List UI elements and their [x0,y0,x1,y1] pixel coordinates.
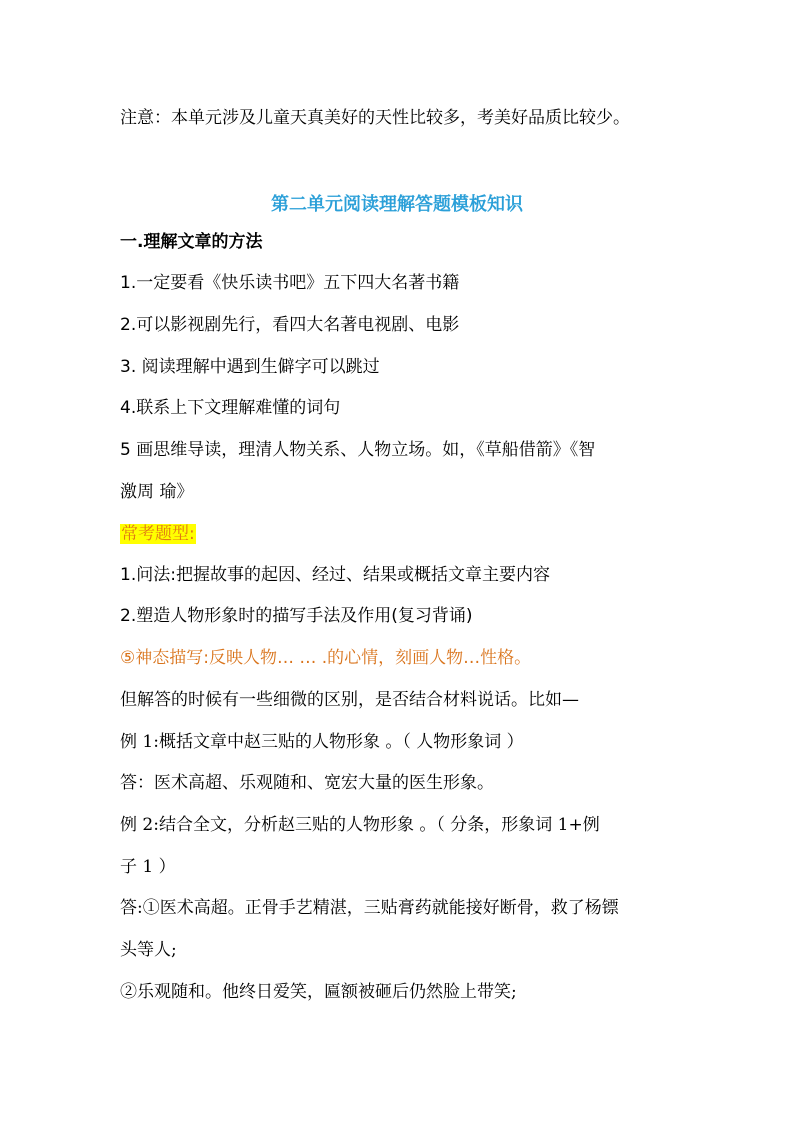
common-types-label [120,523,196,545]
intro-line: 但解答的时候有一些细微的区别，是否结合材料说话。比如— [120,690,579,710]
common-type-1: 1.问法:把握故事的起因、经过、结果或概括文章主要内容 [120,565,550,585]
method-item-5: 5 画思维导读，理清人物关系、人物立场。如，《草船借箭》《智 [120,440,596,460]
method-item-3: 3. 阅读理解中遇到生僻字可以跳过 [120,357,380,377]
method-item-2: 2.可以影视剧先行，看四大名著电视剧、电影 [120,315,460,335]
section-title: 第二单元阅读理解答题模板知识 [271,194,523,215]
description-method-line: ⑤神态描写:反映人物… … .的心情，刻画人物…性格。 [120,648,532,668]
note-line: 注意：本单元涉及儿童天真美好的天性比较多，考美好品质比较少。 [120,108,630,128]
method-heading: 一.理解文章的方法 [120,232,263,252]
method-item-5-cont: 激周 瑜》 [120,482,194,502]
highlighted-label: 常考题型: [121,524,195,544]
common-type-2: 2.塑造人物形象时的描写手法及作用(复习背诵) [120,606,473,626]
answer-line-2-cont: 头等人; [120,940,177,960]
answer-line-3: ②乐观随和。他终日爱笑，匾额被砸后仍然脸上带笑; [120,982,517,1002]
example-line-2: 例 2:结合全文，分析赵三贴的人物形象 。（ 分条，形象词 1+例 [120,815,600,835]
method-item-4: 4.联系上下文理解难懂的词句 [120,398,341,418]
answer-line-1: 答：医术高超、乐观随和、宽宏大量的医生形象。 [120,773,494,793]
example-line-1: 例 1:概括文章中赵三贴的人物形象 。（ 人物形象词 ） [120,732,524,752]
answer-line-2: 答:①医术高超。正骨手艺精湛，三贴膏药就能接好断骨，救了杨镖 [120,898,619,918]
method-item-1: 1.一定要看《快乐读书吧》五下四大名著书籍 [120,273,460,293]
example-line-2-cont: 子 1 ） [120,857,176,877]
